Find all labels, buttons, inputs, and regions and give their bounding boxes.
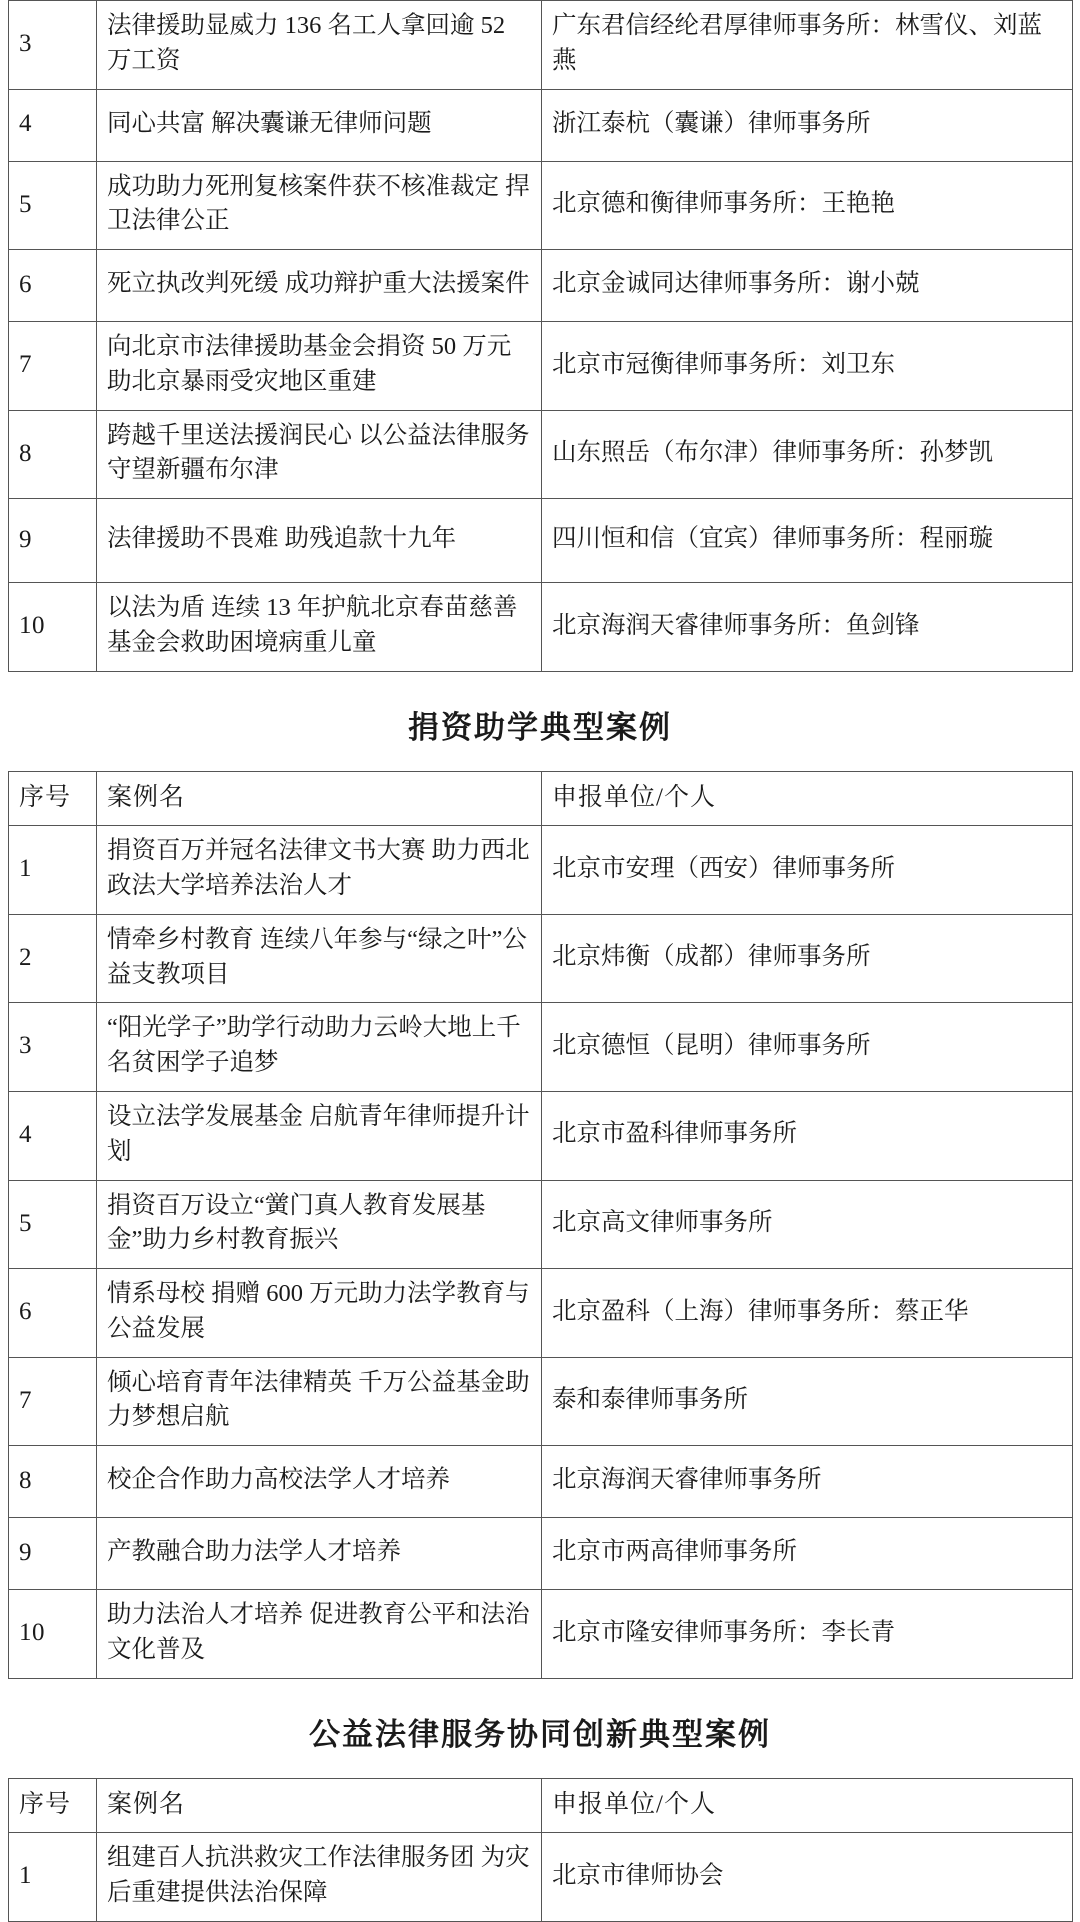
case-name: 产教融合助力法学人才培养: [97, 1518, 542, 1590]
row-number: 4: [9, 89, 97, 161]
case-name: 以法为盾 连续 13 年护航北京春苗慈善基金会救助困境病重儿童: [97, 583, 542, 672]
applicant-unit: 北京盈科（上海）律师事务所：蔡正华: [542, 1269, 1073, 1358]
table-row: [9, 1590, 1073, 1679]
row-number: 9: [9, 1518, 97, 1590]
case-name: 校企合作助力高校法学人才培养: [97, 1446, 542, 1518]
row-number: 8: [9, 410, 97, 499]
applicant-unit: 北京市两高律师事务所: [542, 1518, 1073, 1590]
case-name: 同心共富 解决囊谦无律师问题: [97, 89, 542, 161]
column-header-1: 案例名: [97, 1778, 542, 1833]
row-number: 5: [9, 1180, 97, 1269]
table-row: [9, 322, 1073, 411]
row-number: 1: [9, 826, 97, 915]
case-name: 法律援助显威力 136 名工人拿回逾 52 万工资: [97, 1, 542, 90]
row-number: 2: [9, 914, 97, 1003]
case-name: 情牵乡村教育 连续八年参与“绿之叶”公益支教项目: [97, 914, 542, 1003]
row-number: 7: [9, 322, 97, 411]
applicant-unit: 泰和泰律师事务所: [542, 1357, 1073, 1446]
table-row: [9, 1180, 1073, 1269]
applicant-unit: 北京市隆安律师事务所：李长青: [542, 1590, 1073, 1679]
applicant-unit: 北京高文律师事务所: [542, 1180, 1073, 1269]
applicant-unit: 浙江泰杭（囊谦）律师事务所: [542, 89, 1073, 161]
table-row: [9, 1092, 1073, 1181]
case-name: 成功助力死刑复核案件获不核准裁定 捍卫法律公正: [97, 161, 542, 250]
case-name: 死立执改判死缓 成功辩护重大法援案件: [97, 250, 542, 322]
applicant-unit: 北京市盈科律师事务所: [542, 1092, 1073, 1181]
column-header-1: 案例名: [97, 771, 542, 826]
case-name: “阳光学子”助学行动助力云岭大地上千名贫困学子追梦: [97, 1003, 542, 1092]
applicant-unit: 北京市冠衡律师事务所：刘卫东: [542, 322, 1073, 411]
table-row: [9, 250, 1073, 322]
case-name: 助力法治人才培养 促进教育公平和法治文化普及: [97, 1590, 542, 1679]
row-number: 6: [9, 1269, 97, 1358]
applicant-unit: 北京德和衡律师事务所：王艳艳: [542, 161, 1073, 250]
applicant-unit: 广东君信经纶君厚律师事务所：林雪仪、刘蓝燕: [542, 1, 1073, 90]
table-row: [9, 1, 1073, 90]
applicant-unit: 北京海润天睿律师事务所: [542, 1446, 1073, 1518]
table-public-legal-service-innovation: [8, 1778, 1073, 1922]
applicant-unit: 山东照岳（布尔津）律师事务所：孙梦凯: [542, 410, 1073, 499]
case-name: 倾心培育青年法律精英 千万公益基金助力梦想启航: [97, 1357, 542, 1446]
table-row: [9, 1003, 1073, 1092]
table-legal-aid-continued: [8, 0, 1073, 672]
row-number: 3: [9, 1, 97, 90]
case-name: 法律援助不畏难 助残追款十九年: [97, 499, 542, 583]
table-row: [9, 1357, 1073, 1446]
row-number: 8: [9, 1446, 97, 1518]
row-number: 10: [9, 583, 97, 672]
applicant-unit: 北京金诚同达律师事务所：谢小兢: [542, 250, 1073, 322]
case-name: 捐资百万设立“黉门真人教育发展基金”助力乡村教育振兴: [97, 1180, 542, 1269]
table-row: [9, 1446, 1073, 1518]
table-row: [9, 583, 1073, 672]
row-number: 9: [9, 499, 97, 583]
column-header-0: 序号: [9, 771, 97, 826]
applicant-unit: 北京德恒（昆明）律师事务所: [542, 1003, 1073, 1092]
sections-container: [8, 0, 1072, 1922]
case-name: 跨越千里送法援润民心 以公益法律服务守望新疆布尔津: [97, 410, 542, 499]
applicant-unit: 北京市安理（西安）律师事务所: [542, 826, 1073, 915]
table-header-row: [9, 771, 1073, 826]
table-row: [9, 826, 1073, 915]
table-header-row: [9, 1778, 1073, 1833]
row-number: 7: [9, 1357, 97, 1446]
table-row: [9, 1833, 1073, 1922]
table-row: [9, 914, 1073, 1003]
row-number: 4: [9, 1092, 97, 1181]
row-number: 3: [9, 1003, 97, 1092]
case-name: 情系母校 捐赠 600 万元助力法学教育与公益发展: [97, 1269, 542, 1358]
applicant-unit: 四川恒和信（宜宾）律师事务所：程丽璇: [542, 499, 1073, 583]
table-row: [9, 89, 1073, 161]
row-number: 1: [9, 1833, 97, 1922]
table-row: [9, 161, 1073, 250]
section-title-public-legal-service-innovation: 公益法律服务协同创新典型案例: [309, 1716, 771, 1752]
case-name: 组建百人抗洪救灾工作法律服务团 为灾后重建提供法治保障: [97, 1833, 542, 1922]
table-row: [9, 499, 1073, 583]
table-donation-education: [8, 771, 1073, 1679]
section-title-donation-education: 捐资助学典型案例: [408, 709, 672, 745]
applicant-unit: 北京炜衡（成都）律师事务所: [542, 914, 1073, 1003]
applicant-unit: 北京市律师协会: [542, 1833, 1073, 1922]
table-row: [9, 1518, 1073, 1590]
row-number: 10: [9, 1590, 97, 1679]
row-number: 6: [9, 250, 97, 322]
case-name: 向北京市法律援助基金会捐资 50 万元助北京暴雨受灾地区重建: [97, 322, 542, 411]
row-number: 5: [9, 161, 97, 250]
table-row: [9, 1269, 1073, 1358]
case-name: 设立法学发展基金 启航青年律师提升计划: [97, 1092, 542, 1181]
table-row: [9, 410, 1073, 499]
applicant-unit: 北京海润天睿律师事务所：鱼剑锋: [542, 583, 1073, 672]
column-header-0: 序号: [9, 1778, 97, 1833]
case-name: 捐资百万并冠名法律文书大赛 助力西北政法大学培养法治人才: [97, 826, 542, 915]
column-header-2: 申报单位/个人: [542, 1778, 1073, 1833]
column-header-2: 申报单位/个人: [542, 771, 1073, 826]
